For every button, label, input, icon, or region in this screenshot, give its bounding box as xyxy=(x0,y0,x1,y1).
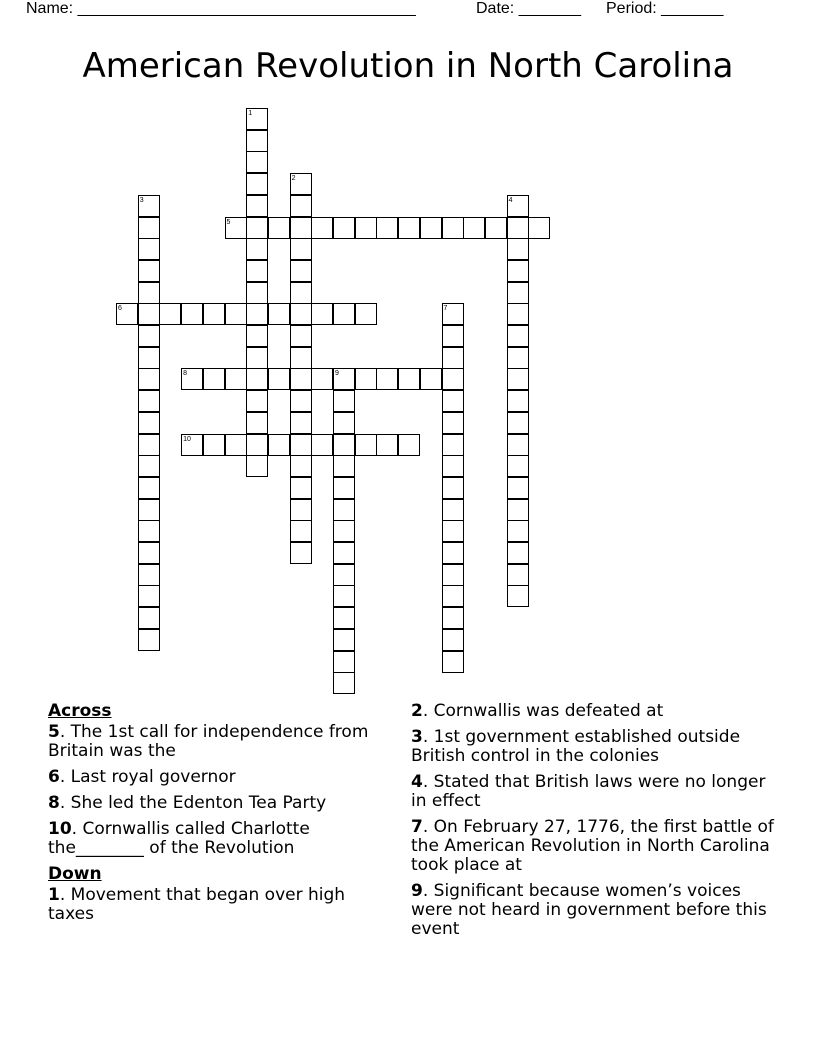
crossword-cell[interactable] xyxy=(203,434,225,456)
crossword-cell[interactable] xyxy=(246,282,268,304)
crossword-cell[interactable] xyxy=(246,434,268,456)
crossword-cell[interactable] xyxy=(138,412,160,434)
crossword-cell[interactable] xyxy=(355,217,377,239)
crossword-cell[interactable] xyxy=(311,434,333,456)
crossword-cell[interactable] xyxy=(485,217,507,239)
crossword-cell[interactable] xyxy=(333,520,355,542)
crossword-cell[interactable] xyxy=(138,325,160,347)
cell-number: 8 xyxy=(183,370,187,378)
clue-down-3: 3. 1st government established outside British control in the colonies xyxy=(411,727,741,766)
crossword-cell[interactable] xyxy=(355,368,377,390)
crossword-cell[interactable] xyxy=(203,368,225,390)
cell-number: 2 xyxy=(291,175,296,183)
period-field[interactable]: Period: _______ xyxy=(606,0,724,17)
crossword-cell[interactable] xyxy=(225,368,247,390)
crossword-cell[interactable] xyxy=(159,303,181,325)
crossword-cell[interactable] xyxy=(246,151,268,173)
crossword-cell[interactable] xyxy=(442,651,464,673)
crossword-cell[interactable] xyxy=(181,368,203,390)
crossword-cell[interactable] xyxy=(333,368,355,390)
crossword-cell[interactable] xyxy=(225,217,247,239)
crossword-cell[interactable] xyxy=(225,303,247,325)
crossword-cell[interactable] xyxy=(507,368,529,390)
crossword-cell[interactable] xyxy=(333,434,355,456)
crossword-cell[interactable] xyxy=(246,455,268,477)
crossword-cell[interactable] xyxy=(442,217,464,239)
crossword-cell[interactable] xyxy=(138,217,160,239)
crossword-cell[interactable] xyxy=(138,477,160,499)
crossword-cell[interactable] xyxy=(507,282,529,304)
date-field[interactable]: Date: _______ xyxy=(476,0,581,17)
crossword-cell[interactable] xyxy=(290,325,312,347)
clue-across-8: 8. She led the Edenton Tea Party xyxy=(48,793,327,813)
crossword-cell[interactable] xyxy=(311,368,333,390)
crossword-cell[interactable] xyxy=(116,303,138,325)
crossword-cell[interactable] xyxy=(507,520,529,542)
crossword-cell[interactable] xyxy=(290,542,312,564)
crossword-cell[interactable] xyxy=(507,434,529,456)
crossword-cell[interactable] xyxy=(442,585,464,607)
crossword-cell[interactable] xyxy=(333,303,355,325)
crossword-cell[interactable] xyxy=(246,260,268,282)
crossword-cell[interactable] xyxy=(290,434,312,456)
crossword-cell[interactable] xyxy=(290,238,312,260)
crossword-cell[interactable] xyxy=(507,195,529,217)
crossword-cell[interactable] xyxy=(225,434,247,456)
cell-number: 9 xyxy=(335,370,339,378)
crossword-cell[interactable] xyxy=(507,542,529,564)
crossword-cell[interactable] xyxy=(333,585,355,607)
crossword-cell[interactable] xyxy=(507,564,529,586)
crossword-cell[interactable] xyxy=(290,282,312,304)
crossword-cell[interactable] xyxy=(311,217,333,239)
crossword-cell[interactable] xyxy=(138,434,160,456)
crossword-cell[interactable] xyxy=(246,195,268,217)
crossword-cell[interactable] xyxy=(333,477,355,499)
crossword-cell[interactable] xyxy=(181,434,203,456)
crossword-cell[interactable] xyxy=(442,477,464,499)
crossword-cell[interactable] xyxy=(246,217,268,239)
crossword-cell[interactable] xyxy=(333,542,355,564)
crossword-cell[interactable] xyxy=(442,347,464,369)
puzzle-title: American Revolution in North Carolina xyxy=(82,46,734,86)
crossword-cell[interactable] xyxy=(290,390,312,412)
crossword-cell[interactable] xyxy=(138,607,160,629)
crossword-cell[interactable] xyxy=(355,434,377,456)
crossword-cell[interactable] xyxy=(138,499,160,521)
crossword-cell[interactable] xyxy=(138,303,160,325)
crossword-cell[interactable] xyxy=(442,520,464,542)
crossword-cell[interactable] xyxy=(290,347,312,369)
crossword-cell[interactable] xyxy=(420,368,442,390)
crossword-cell[interactable] xyxy=(507,238,529,260)
crossword-cell[interactable] xyxy=(138,390,160,412)
down-heading: Down xyxy=(48,864,102,884)
crossword-cell[interactable] xyxy=(246,412,268,434)
crossword-cell[interactable] xyxy=(268,217,290,239)
crossword-cell[interactable] xyxy=(442,325,464,347)
crossword-cell[interactable] xyxy=(507,412,529,434)
crossword-cell[interactable] xyxy=(507,303,529,325)
crossword-cell[interactable] xyxy=(138,368,160,390)
crossword-cell[interactable] xyxy=(333,607,355,629)
clue-across-10: 10. Cornwallis called Charlotte the________ of the Revolution xyxy=(48,819,310,858)
crossword-cell[interactable] xyxy=(290,303,312,325)
cell-number: 3 xyxy=(139,196,144,204)
crossword-cell[interactable] xyxy=(138,195,160,217)
clue-down-1: 1. Movement that began over high taxes xyxy=(48,885,346,924)
crossword-cell[interactable] xyxy=(138,585,160,607)
clue-down-7: 7. On February 27, 1776, the first battle of the American Revolution in North Carolina took place at xyxy=(411,817,774,875)
cell-number: 6 xyxy=(118,305,122,313)
crossword-cell[interactable] xyxy=(333,455,355,477)
cell-number: 7 xyxy=(443,305,448,313)
crossword-cell[interactable] xyxy=(246,347,268,369)
crossword-cell[interactable] xyxy=(138,542,160,564)
crossword-cell[interactable] xyxy=(442,455,464,477)
crossword-cell[interactable] xyxy=(507,477,529,499)
clues-left-column xyxy=(48,702,378,931)
crossword-cell[interactable] xyxy=(290,499,312,521)
name-field[interactable]: Name: ______________________________________ xyxy=(26,0,416,17)
crossword-cell[interactable] xyxy=(268,368,290,390)
crossword-cell[interactable] xyxy=(333,629,355,651)
cell-number: 10 xyxy=(183,435,191,443)
crossword-cell[interactable] xyxy=(246,173,268,195)
crossword-cell[interactable] xyxy=(442,499,464,521)
crossword-cell[interactable] xyxy=(507,260,529,282)
crossword-cell[interactable] xyxy=(246,303,268,325)
across-heading: Across xyxy=(48,701,112,721)
crossword-cell[interactable] xyxy=(376,217,398,239)
crossword-cell[interactable] xyxy=(442,368,464,390)
crossword-cell[interactable] xyxy=(507,217,529,239)
crossword-cell[interactable] xyxy=(333,499,355,521)
crossword-cell[interactable] xyxy=(138,238,160,260)
crossword-cell[interactable] xyxy=(442,434,464,456)
crossword-cell[interactable] xyxy=(507,585,529,607)
crossword-cell[interactable] xyxy=(507,325,529,347)
crossword-cell[interactable] xyxy=(398,217,420,239)
crossword-cell[interactable] xyxy=(333,651,355,673)
crossword-cell[interactable] xyxy=(507,390,529,412)
crossword-cell[interactable] xyxy=(442,390,464,412)
crossword-cell[interactable] xyxy=(507,499,529,521)
crossword-cell[interactable] xyxy=(442,564,464,586)
crossword-cell[interactable] xyxy=(246,130,268,152)
crossword-cell[interactable] xyxy=(463,217,485,239)
crossword-cell[interactable] xyxy=(268,303,290,325)
crossword-cell[interactable] xyxy=(420,217,442,239)
crossword-cell[interactable] xyxy=(138,260,160,282)
crossword-cell[interactable] xyxy=(398,434,420,456)
crossword-cell[interactable] xyxy=(138,347,160,369)
crossword-cell[interactable] xyxy=(311,303,333,325)
crossword-cell[interactable] xyxy=(398,368,420,390)
crossword-cell[interactable] xyxy=(138,629,160,651)
crossword-cell[interactable] xyxy=(203,303,225,325)
crossword-cell[interactable] xyxy=(290,368,312,390)
crossword-cell[interactable] xyxy=(290,195,312,217)
crossword-cell[interactable] xyxy=(246,325,268,347)
crossword-cell[interactable] xyxy=(246,108,268,130)
crossword-cell[interactable] xyxy=(290,260,312,282)
crossword-cell[interactable] xyxy=(333,390,355,412)
crossword-cell[interactable] xyxy=(246,238,268,260)
crossword-cell[interactable] xyxy=(138,455,160,477)
crossword-cell[interactable] xyxy=(290,217,312,239)
crossword-cell[interactable] xyxy=(333,217,355,239)
clue-down-4: 4. Stated that British laws were no longer in effect xyxy=(411,772,766,811)
cell-number: 1 xyxy=(248,110,253,117)
crossword-cell[interactable] xyxy=(528,217,550,239)
cell-number: 5 xyxy=(226,218,231,226)
crossword-cell[interactable] xyxy=(290,173,312,195)
clue-down-2: 2. Cornwallis was defeated at xyxy=(411,701,664,721)
crossword-cell[interactable] xyxy=(442,607,464,629)
crossword-cell[interactable] xyxy=(246,368,268,390)
crossword-cell[interactable] xyxy=(290,520,312,542)
crossword-cell[interactable] xyxy=(333,672,355,694)
crossword-cell[interactable] xyxy=(290,477,312,499)
crossword-cell[interactable] xyxy=(290,412,312,434)
crossword-cell[interactable] xyxy=(507,347,529,369)
crossword-cell[interactable] xyxy=(442,303,464,325)
clue-down-9: 9. Significant because women’s voices were not heard in government before this event xyxy=(411,881,767,939)
clues-right-column xyxy=(411,702,781,946)
crossword-cell[interactable] xyxy=(138,564,160,586)
crossword-cell[interactable] xyxy=(138,282,160,304)
crossword-cell[interactable] xyxy=(376,368,398,390)
crossword-cell[interactable] xyxy=(333,564,355,586)
crossword-cell[interactable] xyxy=(333,412,355,434)
crossword-cell[interactable] xyxy=(246,390,268,412)
clue-across-5: 5. The 1st call for independence from Britain was the xyxy=(48,722,369,761)
crossword-cell[interactable] xyxy=(442,542,464,564)
crossword-cell[interactable] xyxy=(507,455,529,477)
crossword-cell[interactable] xyxy=(290,455,312,477)
across-clue-list xyxy=(48,723,378,858)
clue-across-6: 6. Last royal governor xyxy=(48,767,236,787)
crossword-cell[interactable] xyxy=(268,434,290,456)
cell-number: 4 xyxy=(508,196,513,204)
crossword-cell[interactable] xyxy=(376,434,398,456)
crossword-cell[interactable] xyxy=(442,629,464,651)
crossword-cell[interactable] xyxy=(138,520,160,542)
crossword-cell[interactable] xyxy=(181,303,203,325)
crossword-cell[interactable] xyxy=(442,412,464,434)
crossword-cell[interactable] xyxy=(355,303,377,325)
